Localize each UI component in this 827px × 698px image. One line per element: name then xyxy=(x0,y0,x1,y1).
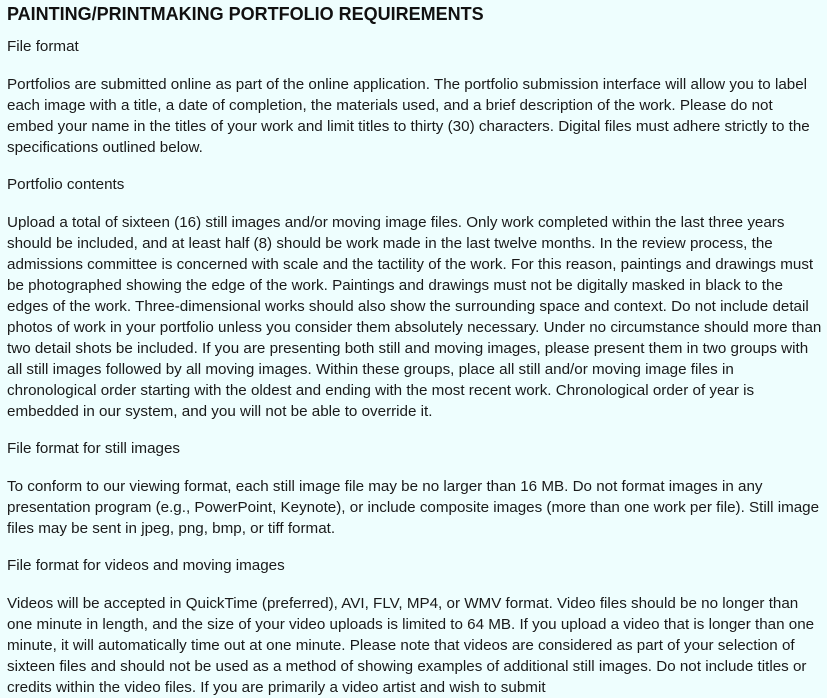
spacer xyxy=(7,539,822,555)
spacer xyxy=(7,25,822,36)
spacer xyxy=(7,576,822,593)
section-body-still-images: To conform to our viewing format, each still image file may be no larger than 16 MB. Do not format images in any presentation program (e.g., PowerPoint, Keynote), or include composite images (more than one work per file). Still image files may be sent in jpeg, png, bmp, or tiff format. xyxy=(7,478,820,537)
document-page xyxy=(7,0,822,698)
spacer xyxy=(7,57,822,74)
section-body-portfolio-contents: Upload a total of sixteen (16) still images and/or moving image files. Only work completed within the last three years should be included, and at least half (8) should be work made in the last twelve months. In the review process, the admissions committee is concerned with scale and the tactility of the work. For this reason, paintings and drawings must be photographed showing the edge of the work. Paintings and drawings must not be digitally masked in black to the edges of the work. Three-dimensional works should also show the surrounding space and context. Do not include detail photos of work in your portfolio unless you consider them absolutely necessary. Under no circumstance should more than two detail shots be included. If you are presenting both still and moving images, please present them in two groups with all still images followed by all moving images. Within these groups, place all still and/or moving image files in chronological order starting with the oldest and ending with the most recent work. Chronological order of year is embedded in our system, and you will not be able to override it. xyxy=(7,214,822,420)
section-heading-videos: File format for videos and moving images xyxy=(7,557,285,574)
section-heading-file-format: File format xyxy=(7,38,79,55)
section-heading-still-images: File format for still images xyxy=(7,440,181,457)
section-heading-portfolio-contents: Portfolio contents xyxy=(7,176,125,193)
section-body-file-format: Portfolios are submitted online as part of the online application. The portfolio submission interface will allow you to label each image with a title, a date of completion, the materials used, and a brief description of the work. Please do not embed your name in the titles of your work and limit titles to thirty (30) characters. Digital files must adhere strictly to the specifications outlined below. xyxy=(7,76,810,156)
section-body-videos: Videos will be accepted in QuickTime (preferred), AVI, FLV, MP4, or WMV format. Video files should be no longer than one minute in length, and the size of your video uploads is limited to 64 MB. If you upload a video that is longer than one minute, it will automatically time out at one minute. Please note that videos are considered as part of your selection of sixteen files and should not be used as a method of showing examples of additional still images. Do not include titles or credits within the video files. If you are primarily a video artist and wish to submit xyxy=(7,595,815,696)
page-title: PAINTING/PRINTMAKING PORTFOLIO REQUIREMENTS xyxy=(7,4,484,24)
spacer xyxy=(7,195,822,212)
spacer xyxy=(7,459,822,476)
spacer xyxy=(7,158,822,174)
spacer xyxy=(7,422,822,438)
